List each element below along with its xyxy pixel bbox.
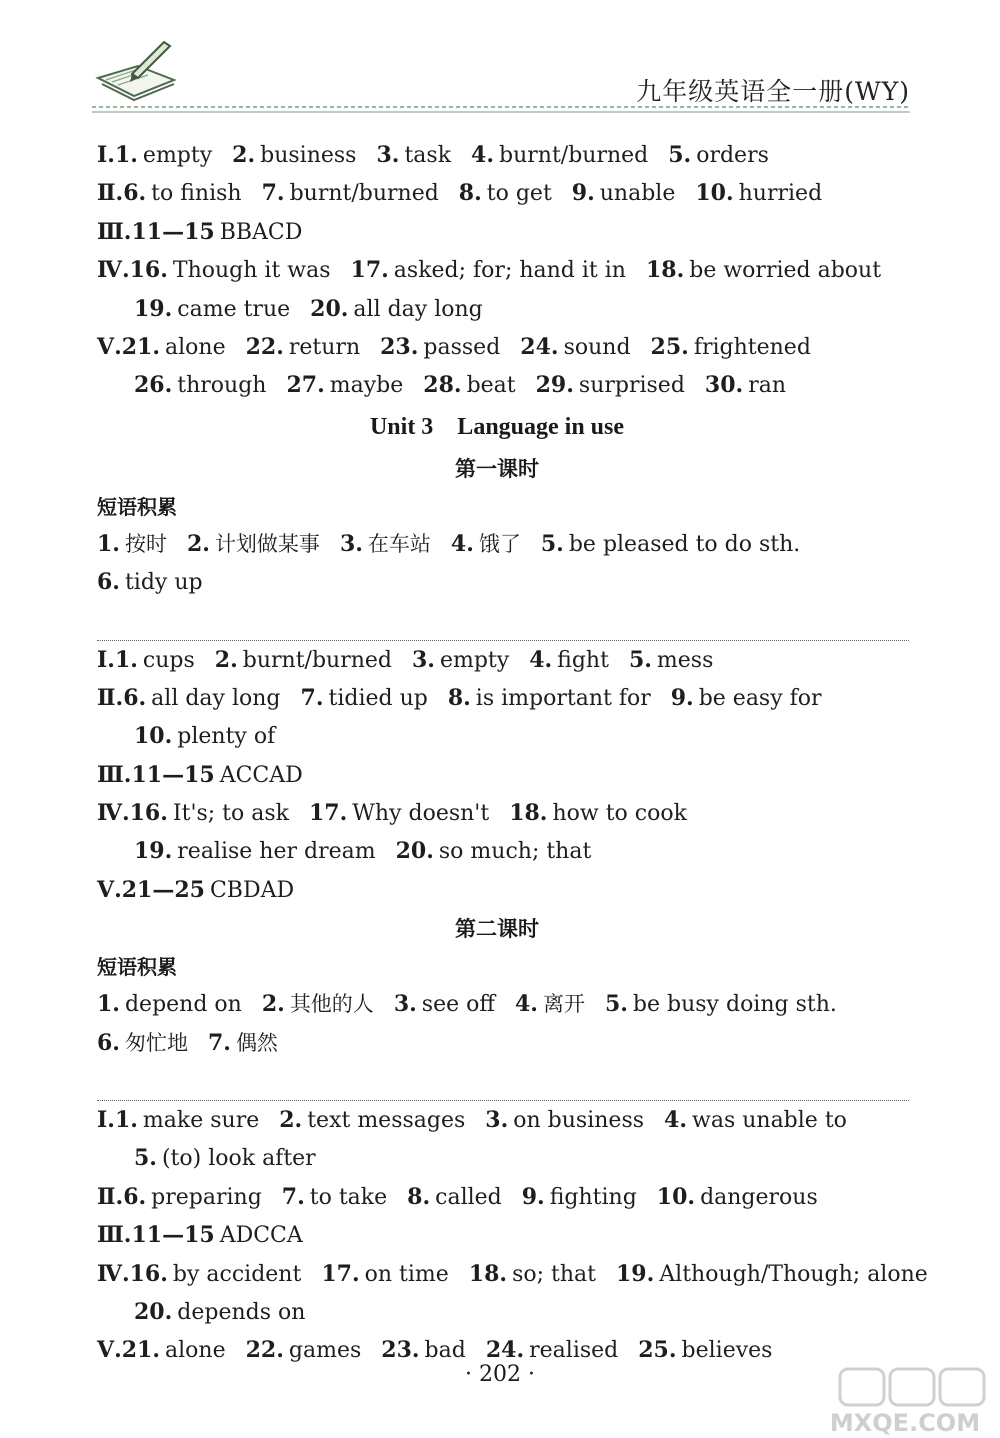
section-numeral: Ⅱ. bbox=[97, 1183, 124, 1210]
answer-text: empty bbox=[439, 647, 510, 673]
answer-line bbox=[97, 871, 927, 909]
question-number: 22. bbox=[245, 1337, 284, 1364]
answer-text: It's; to ask bbox=[172, 801, 289, 827]
answer-item bbox=[134, 1300, 305, 1325]
answer-text: alone bbox=[165, 334, 226, 360]
answer-text: dangerous bbox=[700, 1184, 818, 1210]
answer-item bbox=[115, 143, 212, 168]
lesson-heading: 第二课时 bbox=[455, 917, 539, 942]
answer-item bbox=[215, 648, 392, 673]
question-number: 5. bbox=[134, 1145, 157, 1172]
question-number: 7. bbox=[281, 1183, 305, 1210]
section-numeral: Ⅴ. bbox=[97, 1337, 122, 1364]
answer-text: burnt/burned bbox=[289, 181, 439, 207]
answer-text: be worried about bbox=[689, 258, 882, 284]
answer-item bbox=[515, 992, 585, 1017]
answer-line bbox=[97, 1024, 927, 1062]
page-number: · 202 · bbox=[465, 1362, 535, 1387]
answer-item bbox=[130, 258, 331, 283]
question-number: 3. bbox=[376, 142, 400, 168]
notebook-pen-logo-icon bbox=[92, 38, 182, 104]
answer-text: BBACD bbox=[219, 219, 303, 245]
section-numeral: Ⅰ. bbox=[97, 142, 115, 168]
answer-text: to take bbox=[309, 1184, 388, 1210]
answer-text: beat bbox=[466, 373, 516, 399]
answer-item bbox=[376, 143, 451, 168]
answer-line bbox=[97, 641, 927, 679]
answer-item bbox=[668, 143, 769, 168]
question-number: 4. bbox=[514, 991, 538, 1018]
question-number: 6. bbox=[123, 684, 147, 711]
answer-text: surprised bbox=[578, 373, 685, 399]
question-number: 3. bbox=[485, 1107, 509, 1134]
answer-text: task bbox=[404, 143, 452, 168]
answer-item bbox=[115, 1108, 259, 1133]
section-numeral: Ⅲ. bbox=[97, 1222, 132, 1249]
answer-text: fight bbox=[557, 647, 609, 673]
question-number: 20. bbox=[134, 1298, 173, 1325]
question-number: 3. bbox=[393, 991, 417, 1018]
answer-item bbox=[459, 181, 552, 206]
answer-line bbox=[97, 794, 927, 832]
answer-line bbox=[97, 756, 927, 794]
answer-text: called bbox=[435, 1184, 502, 1210]
answer-text: 匆忙地 bbox=[124, 1030, 188, 1055]
answer-item bbox=[262, 181, 439, 206]
answer-line bbox=[97, 328, 927, 366]
question-number: 9. bbox=[571, 180, 595, 207]
answer-text: came true bbox=[177, 296, 291, 322]
question-number: 29. bbox=[535, 372, 574, 399]
answer-item bbox=[131, 220, 302, 245]
answer-text: burnt/burned bbox=[242, 647, 392, 673]
answer-item bbox=[396, 839, 592, 864]
question-number: 2. bbox=[214, 646, 238, 673]
answer-line bbox=[97, 1216, 927, 1254]
question-number: 1. bbox=[114, 646, 138, 673]
answer-item bbox=[123, 686, 280, 711]
answer-line bbox=[97, 251, 927, 289]
answer-item bbox=[605, 992, 837, 1017]
question-number: 1. bbox=[114, 1107, 138, 1134]
question-number: 4. bbox=[471, 142, 494, 168]
question-number: 21. bbox=[121, 333, 161, 360]
answer-text: ran bbox=[748, 373, 787, 399]
question-number: 16. bbox=[129, 257, 168, 284]
answer-text: asked; for; hand it in bbox=[393, 258, 626, 284]
answer-text: so much; that bbox=[438, 839, 592, 865]
answer-item bbox=[310, 297, 483, 322]
answer-line bbox=[97, 213, 927, 251]
question-number: 6. bbox=[97, 1029, 120, 1056]
answer-text: frightened bbox=[693, 334, 811, 360]
answer-text: tidy up bbox=[124, 570, 203, 596]
answer-text: bad bbox=[424, 1338, 466, 1364]
answer-text: unable bbox=[599, 181, 676, 207]
answer-item bbox=[657, 1185, 818, 1210]
question-number: 26. bbox=[134, 372, 173, 399]
answer-item bbox=[122, 878, 294, 903]
answer-text: depend on bbox=[124, 992, 242, 1018]
question-number: 18. bbox=[645, 257, 685, 284]
answer-item bbox=[321, 1262, 448, 1287]
answer-text: so; that bbox=[512, 1261, 596, 1287]
question-number: 11—15 bbox=[131, 761, 215, 788]
answer-item bbox=[471, 143, 648, 168]
answer-text: return bbox=[288, 334, 361, 360]
answer-text: 计划做某事 bbox=[214, 531, 320, 556]
answer-item bbox=[407, 1185, 502, 1210]
question-number: 8. bbox=[458, 180, 482, 207]
answer-item bbox=[187, 532, 320, 557]
answer-item bbox=[97, 1031, 188, 1056]
answer-text: on business bbox=[513, 1108, 645, 1134]
answer-item bbox=[448, 686, 651, 711]
question-number: 27. bbox=[286, 372, 325, 399]
answer-item bbox=[541, 532, 800, 557]
answer-text: Although/Though; alone bbox=[659, 1261, 928, 1287]
question-number: 20. bbox=[395, 838, 434, 865]
answer-item bbox=[572, 181, 676, 206]
question-number: 2. bbox=[186, 530, 210, 557]
answer-line bbox=[97, 1139, 927, 1177]
answer-item bbox=[208, 1031, 278, 1056]
question-number: 7. bbox=[300, 684, 324, 711]
answer-item bbox=[340, 532, 431, 557]
answer-text: realised bbox=[529, 1338, 619, 1364]
question-number: 17. bbox=[350, 257, 389, 284]
book-title: 九年级英语全一册(WY) bbox=[636, 77, 910, 106]
question-number: 19. bbox=[615, 1260, 655, 1287]
question-number: 24. bbox=[520, 333, 559, 360]
section-numeral: Ⅰ. bbox=[97, 646, 115, 673]
answer-text: to get bbox=[486, 181, 552, 207]
answer-text: plenty of bbox=[177, 724, 276, 750]
answer-item bbox=[671, 686, 822, 711]
answer-item bbox=[629, 648, 713, 673]
page-header bbox=[0, 0, 1000, 118]
answer-item bbox=[351, 258, 626, 283]
answer-text: ACCAD bbox=[219, 762, 303, 788]
answer-item bbox=[469, 1262, 596, 1287]
answer-line bbox=[97, 679, 927, 717]
answer-item bbox=[246, 335, 361, 360]
question-number: 2. bbox=[279, 1107, 303, 1134]
question-number: 4. bbox=[450, 530, 474, 557]
answer-text: how to cook bbox=[552, 801, 687, 827]
answer-item bbox=[638, 1338, 772, 1363]
answer-item bbox=[262, 992, 374, 1017]
answer-text: make sure bbox=[142, 1108, 260, 1134]
answer-text: CBDAD bbox=[209, 877, 295, 903]
unit-heading: Unit 3 Language in use bbox=[369, 413, 625, 440]
answer-line bbox=[97, 290, 927, 328]
answer-line bbox=[97, 174, 927, 212]
answer-item bbox=[134, 373, 266, 398]
answer-text: 偶然 bbox=[235, 1030, 278, 1055]
question-number: 25. bbox=[650, 333, 689, 360]
answer-text: by accident bbox=[172, 1261, 302, 1287]
answer-item bbox=[664, 1108, 847, 1133]
question-number: 28. bbox=[423, 372, 462, 399]
answer-text: preparing bbox=[151, 1184, 262, 1210]
question-number: 2. bbox=[261, 991, 285, 1018]
answer-item bbox=[134, 839, 376, 864]
answer-item bbox=[529, 648, 609, 673]
answer-text: business bbox=[260, 143, 357, 168]
answer-text: realise her dream bbox=[177, 839, 376, 865]
answer-item bbox=[394, 992, 495, 1017]
answer-text: to finish bbox=[151, 181, 242, 207]
question-number: 5. bbox=[668, 142, 692, 168]
question-number: 5. bbox=[628, 646, 652, 673]
answer-text: on time bbox=[364, 1261, 449, 1287]
answer-item bbox=[646, 258, 881, 283]
answer-item bbox=[412, 648, 509, 673]
answer-text: Why doesn't bbox=[352, 801, 490, 827]
watermark-logo bbox=[810, 1365, 1000, 1438]
question-number: 1. bbox=[97, 530, 120, 557]
section-numeral: Ⅳ. bbox=[97, 800, 130, 827]
answer-line bbox=[97, 1293, 927, 1331]
answer-item bbox=[522, 1185, 637, 1210]
question-number: 11—15 bbox=[131, 1222, 215, 1249]
answer-item bbox=[246, 1338, 362, 1363]
answer-text: ADCCA bbox=[219, 1223, 303, 1249]
answer-item bbox=[286, 373, 403, 398]
answer-item bbox=[451, 532, 521, 557]
answer-item bbox=[97, 992, 242, 1017]
answer-text: 其他的人 bbox=[289, 992, 374, 1017]
answer-text: alone bbox=[165, 1338, 226, 1364]
section-subheading: 短语积累 bbox=[97, 955, 177, 980]
answer-text: be busy doing sth. bbox=[632, 992, 837, 1018]
question-number: 17. bbox=[309, 800, 348, 827]
answer-item bbox=[134, 1146, 316, 1171]
answer-content bbox=[97, 136, 927, 1370]
section-numeral: Ⅰ. bbox=[97, 1107, 115, 1134]
question-number: 9. bbox=[521, 1183, 545, 1210]
answer-item bbox=[301, 686, 428, 711]
question-number: 21—25 bbox=[121, 876, 205, 903]
answer-item bbox=[509, 801, 687, 826]
answer-text: games bbox=[288, 1338, 362, 1364]
question-number: 7. bbox=[207, 1029, 231, 1056]
section-numeral: Ⅳ. bbox=[97, 257, 130, 284]
answer-item bbox=[122, 1338, 226, 1363]
question-number: 6. bbox=[97, 569, 120, 596]
header-divider bbox=[92, 104, 910, 114]
answer-item bbox=[97, 570, 203, 595]
question-number: 24. bbox=[485, 1337, 525, 1364]
answer-item bbox=[485, 1108, 644, 1133]
answer-item bbox=[380, 335, 500, 360]
answer-line bbox=[97, 985, 927, 1023]
watermark-text: MXQE.COM bbox=[829, 1409, 981, 1437]
lesson-heading: 第一课时 bbox=[455, 456, 539, 481]
question-number: 18. bbox=[468, 1260, 508, 1287]
question-number: 3. bbox=[412, 646, 435, 673]
question-number: 7. bbox=[261, 180, 285, 207]
answer-text: hurried bbox=[738, 181, 823, 207]
answer-text: passed bbox=[423, 334, 501, 360]
answer-item bbox=[520, 335, 630, 360]
question-number: 21. bbox=[121, 1337, 161, 1364]
section-numeral: Ⅳ. bbox=[97, 1260, 130, 1287]
question-number: 25. bbox=[638, 1337, 677, 1364]
section-numeral: Ⅴ. bbox=[97, 876, 122, 903]
section-numeral: Ⅲ. bbox=[97, 218, 132, 245]
answer-text: all day long bbox=[353, 296, 483, 322]
answer-item bbox=[381, 1338, 466, 1363]
answer-line bbox=[97, 1178, 927, 1216]
answer-line bbox=[97, 1255, 927, 1293]
question-number: 1. bbox=[114, 142, 138, 168]
question-number: 6. bbox=[123, 1183, 147, 1210]
answer-text: empty bbox=[142, 143, 213, 168]
answer-text: 在车站 bbox=[367, 531, 431, 556]
answer-item bbox=[134, 297, 290, 322]
answer-item bbox=[695, 181, 822, 206]
answer-text: maybe bbox=[329, 373, 404, 399]
question-number: 8. bbox=[407, 1183, 431, 1210]
section-numeral: Ⅲ. bbox=[97, 761, 132, 788]
question-number: 3. bbox=[339, 530, 363, 557]
answer-item bbox=[282, 1185, 387, 1210]
answer-item bbox=[134, 724, 275, 749]
answer-text: fighting bbox=[549, 1184, 637, 1210]
answer-item bbox=[97, 532, 167, 557]
answer-text: be easy for bbox=[698, 685, 822, 711]
answer-item bbox=[279, 1108, 465, 1133]
question-number: 19. bbox=[134, 295, 173, 322]
question-number: 8. bbox=[447, 684, 471, 711]
answer-line bbox=[97, 717, 927, 755]
answer-text: text messages bbox=[307, 1108, 466, 1134]
answer-line bbox=[97, 1101, 927, 1139]
answer-text: (to) look after bbox=[161, 1146, 316, 1172]
answer-item bbox=[123, 181, 241, 206]
question-number: 16. bbox=[129, 1260, 168, 1287]
answer-line bbox=[97, 525, 927, 563]
answer-item bbox=[122, 335, 226, 360]
answer-item bbox=[705, 373, 786, 398]
answer-text: mess bbox=[656, 647, 714, 673]
answer-text: was unable to bbox=[692, 1108, 847, 1134]
question-number: 6. bbox=[123, 180, 147, 207]
section-numeral: Ⅴ. bbox=[97, 333, 122, 360]
question-number: 18. bbox=[509, 800, 548, 827]
answer-text: be pleased to do sth. bbox=[568, 531, 801, 557]
question-number: 20. bbox=[310, 295, 349, 322]
section-numeral: Ⅱ. bbox=[97, 684, 124, 711]
answer-item bbox=[486, 1338, 618, 1363]
question-number: 5. bbox=[540, 530, 564, 557]
answer-item bbox=[232, 143, 356, 168]
dotted-divider bbox=[97, 1062, 909, 1101]
question-number: 17. bbox=[321, 1260, 360, 1287]
answer-line bbox=[97, 136, 927, 174]
question-number: 16. bbox=[129, 800, 168, 827]
question-number: 22. bbox=[245, 333, 284, 360]
answer-item bbox=[130, 801, 289, 826]
question-number: 23. bbox=[380, 333, 419, 360]
answer-text: 按时 bbox=[124, 531, 167, 556]
answer-line bbox=[97, 832, 927, 870]
answer-text: cups bbox=[142, 647, 195, 673]
answer-text: sound bbox=[563, 334, 631, 360]
answer-text: orders bbox=[696, 143, 769, 168]
question-number: 23. bbox=[381, 1337, 420, 1364]
section-numeral: Ⅱ. bbox=[97, 180, 124, 207]
answer-item bbox=[123, 1185, 262, 1210]
question-number: 5. bbox=[604, 991, 628, 1018]
answer-item bbox=[423, 373, 515, 398]
answer-text: is important for bbox=[475, 685, 651, 711]
question-number: 10. bbox=[134, 723, 173, 750]
answer-text: depends on bbox=[177, 1299, 306, 1325]
answer-text: 饿了 bbox=[478, 531, 521, 556]
answer-line bbox=[97, 563, 927, 601]
question-number: 30. bbox=[704, 372, 744, 399]
dotted-divider bbox=[97, 602, 909, 641]
question-number: 19. bbox=[134, 838, 173, 865]
answer-item bbox=[651, 335, 811, 360]
answer-item bbox=[536, 373, 685, 398]
question-number: 11—15 bbox=[131, 218, 215, 245]
question-number: 10. bbox=[656, 1183, 696, 1210]
answer-text: Though it was bbox=[172, 258, 331, 284]
question-number: 10. bbox=[695, 180, 734, 207]
answer-text: burnt/burned bbox=[499, 143, 649, 168]
answer-line bbox=[97, 366, 927, 404]
answer-text: 离开 bbox=[542, 992, 585, 1017]
question-number: 4. bbox=[529, 646, 553, 673]
answer-item bbox=[130, 1262, 302, 1287]
answer-item bbox=[131, 763, 302, 788]
section-subheading: 短语积累 bbox=[97, 494, 177, 519]
answer-item bbox=[131, 1223, 302, 1248]
question-number: 9. bbox=[670, 684, 694, 711]
answer-text: see off bbox=[421, 992, 495, 1018]
answer-item bbox=[115, 648, 195, 673]
answer-item bbox=[616, 1262, 928, 1287]
answer-text: believes bbox=[681, 1338, 773, 1364]
answer-text: through bbox=[177, 373, 267, 399]
answer-item bbox=[309, 801, 489, 826]
question-number: 2. bbox=[232, 142, 256, 168]
question-number: 1. bbox=[97, 991, 120, 1018]
answer-text: all day long bbox=[151, 685, 281, 711]
question-number: 4. bbox=[664, 1107, 687, 1134]
answer-text: tidied up bbox=[328, 685, 428, 711]
